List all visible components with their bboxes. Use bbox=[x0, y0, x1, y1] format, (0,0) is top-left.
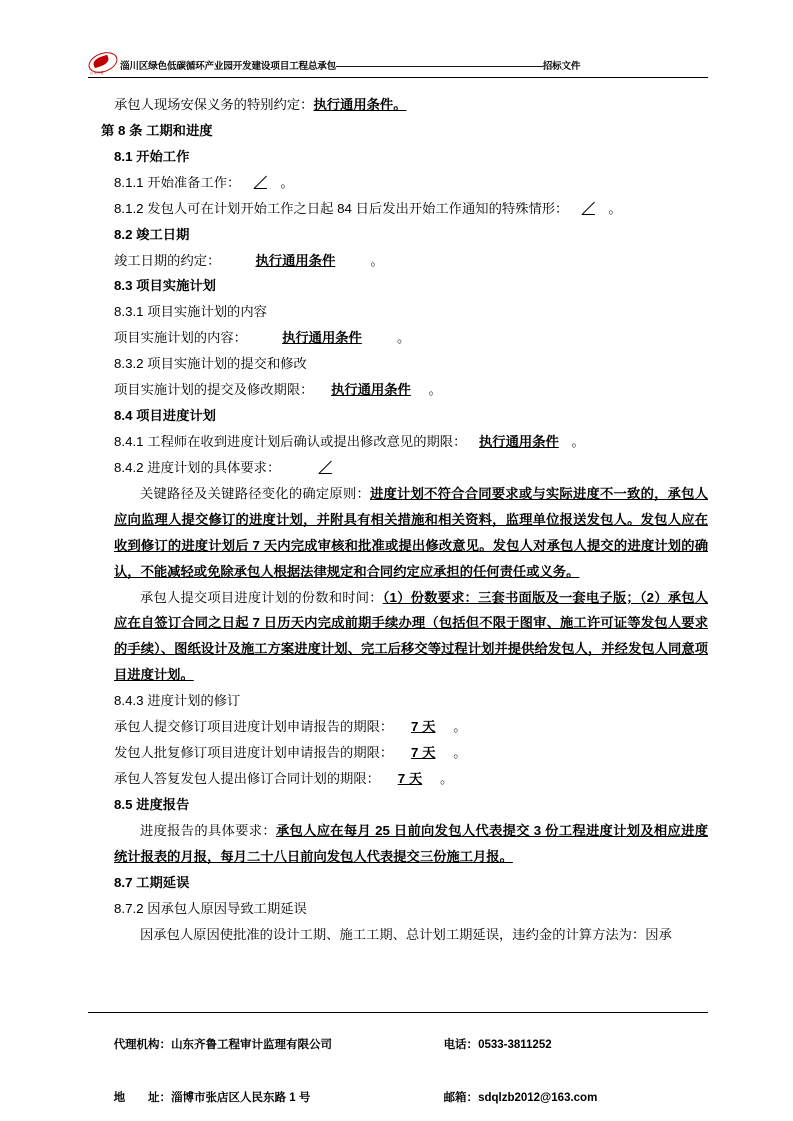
s832-value: 执行通用条件 bbox=[331, 382, 411, 398]
paragraph-8-4-2 bbox=[88, 455, 708, 481]
submission-copies-value: （1）份数要求：三套书面版及一套电子版；（2）承包人应在自签订合同之日起 7 日历天内完成前期手续办理（包括但不限于图审、施工许可证等发包人要求的手续）、图纸设计及施工方案进度计划、完工后移交等过程计划并提供给发包人，并经发包人同意项目进度计划。 bbox=[114, 589, 709, 683]
paragraph-8-4-3-line-2 bbox=[88, 740, 708, 766]
heading-8-7: 8.7 工期延误 bbox=[114, 874, 190, 890]
paragraph-8-4-1 bbox=[88, 429, 708, 455]
security-obligation-label: 承包人现场安保义务的特别约定： bbox=[114, 97, 314, 112]
critical-path-value: 进度计划不符合合同要求或与实际进度不一致的，承包人应向监理人提交修订的进度计划，并附具有相关措施和相关资料，监理单位报送发包人。发包人应在收到修订的进度计划后 7 天内完成审核和批准或提出修改意见。发包人对承包人提交的进度计划的确认，不能减轻或免除承包人根据法律规定和合同约定应承担的任何责任或义务。 bbox=[114, 485, 709, 579]
paragraph-8-1-2 bbox=[88, 196, 708, 222]
s842-value: ／ bbox=[318, 459, 332, 475]
s843-l1-label: 承包人提交修订项目进度计划申请报告的期限： bbox=[114, 719, 394, 735]
header-title: 淄川区绿色低碳循环产业园开发建设项目工程总承包——————————————————————招标文件 bbox=[120, 61, 581, 72]
heading-8-5: 8.5 进度报告 bbox=[114, 796, 190, 812]
s812-post: 。 bbox=[608, 200, 622, 216]
paragraph-8-1-1 bbox=[88, 170, 708, 196]
paragraph-progress-report bbox=[88, 818, 708, 870]
paragraph-8-4-3-line-3 bbox=[88, 766, 708, 792]
footer-row-address bbox=[88, 1072, 708, 1121]
s843-l3-post: 。 bbox=[439, 770, 454, 786]
heading-8-3: 8.3 项目实施计划 bbox=[114, 278, 216, 294]
footer-agency bbox=[88, 1019, 418, 1072]
s831-post: 。 bbox=[396, 330, 411, 346]
footer-phone-value: 0533-3811252 bbox=[478, 1038, 552, 1051]
progress-report-label: 进度报告的具体要求： bbox=[140, 822, 276, 838]
s82-label: 竣工日期的约定： bbox=[114, 252, 221, 268]
paragraph-8-7-2-line: 因承包人原因使批准的设计工期、施工工期、总计划工期延误，违约金的计算方法为：因承 bbox=[140, 926, 672, 942]
heading-8-4: 8.4 项目进度计划 bbox=[114, 408, 216, 424]
s841-post: 。 bbox=[571, 433, 585, 449]
s843-l1-value: 7 天 bbox=[411, 719, 436, 735]
company-logo-icon bbox=[88, 51, 116, 73]
submission-copies-label: 承包人提交项目进度计划的份数和时间： bbox=[140, 589, 383, 605]
critical-path-label: 关键路径及关键路径变化的确定原则： bbox=[140, 485, 370, 501]
paragraph-security-obligation bbox=[88, 92, 708, 118]
document-body bbox=[88, 78, 708, 947]
paragraph-8-3-2-line bbox=[88, 377, 708, 403]
s843-l3-label: 承包人答复发包人提出修订合同计划的期限： bbox=[114, 770, 380, 786]
s841-value: 执行通用条件 bbox=[479, 433, 559, 449]
footer-phone bbox=[418, 1019, 708, 1072]
s832-label: 项目实施计划的提交及修改期限： bbox=[114, 382, 314, 398]
s843-l2-label: 发包人批复修订项目进度计划申请报告的期限： bbox=[114, 745, 394, 761]
heading-8-1: 8.1 开始工作 bbox=[114, 148, 190, 164]
paragraph-critical-path bbox=[88, 481, 708, 585]
paragraph-submission-copies bbox=[88, 585, 708, 689]
progress-report-value: 承包人应在每月 25 日前向发包人代表提交 3 份工程进度计划及相应进度统计报表的月报，每月二十八日前向发包人代表提交三份施工月报。 bbox=[114, 822, 708, 864]
footer-agency-label: 代理机构： bbox=[113, 1038, 172, 1051]
footer-agency-value: 山东齐鲁工程审计监理有限公司 bbox=[171, 1038, 333, 1051]
logo-text: 山东齐鲁 bbox=[90, 71, 104, 75]
s841-label: 8.4.1 工程师在收到进度计划后确认或提出修改意见的期限： bbox=[114, 433, 467, 449]
heading-clause-8: 第 8 条 工期和进度 bbox=[101, 122, 213, 138]
s812-value: ／ bbox=[581, 200, 595, 216]
footer-email bbox=[418, 1072, 708, 1121]
s843-l1-post: 。 bbox=[453, 719, 467, 735]
page-header bbox=[88, 44, 708, 78]
s812-label: 8.1.2 发包人可在计划开始工作之日起 84 日后发出开始工作通知的特殊情形： bbox=[114, 200, 569, 216]
s843-l3-value: 7 天 bbox=[397, 770, 423, 786]
heading-8-3-2: 8.3.2 项目实施计划的提交和修改 bbox=[114, 356, 307, 372]
footer-email-label: 邮箱： bbox=[443, 1092, 479, 1105]
s811-label: 8.1.1 开始准备工作： bbox=[114, 174, 241, 190]
footer-address-value: 淄博市张店区人民东路 1 号 bbox=[171, 1092, 311, 1105]
s831-label: 项目实施计划的内容： bbox=[114, 330, 247, 346]
page-footer bbox=[88, 1012, 708, 1121]
paragraph-8-4-3-line-1 bbox=[88, 714, 708, 740]
security-obligation-value: 执行通用条件。 bbox=[313, 97, 407, 112]
footer-row-agency bbox=[88, 1019, 708, 1072]
s843-l2-value: 7 天 bbox=[411, 745, 436, 761]
s811-post: 。 bbox=[280, 174, 294, 190]
s832-post: 。 bbox=[428, 382, 442, 398]
s811-value: ／ bbox=[253, 174, 267, 190]
page-content bbox=[88, 44, 708, 947]
heading-8-3-1: 8.3.1 项目实施计划的内容 bbox=[114, 304, 267, 320]
paragraph-8-3-1-line bbox=[88, 325, 708, 351]
footer-address bbox=[88, 1072, 418, 1121]
heading-8-4-3: 8.4.3 进度计划的修订 bbox=[114, 693, 241, 709]
heading-8-7-2: 8.7.2 因承包人原因导致工期延误 bbox=[114, 900, 307, 916]
s843-l2-post: 。 bbox=[453, 745, 467, 761]
header-rule bbox=[638, 73, 708, 74]
s82-post: 。 bbox=[370, 252, 384, 268]
footer-phone-label: 电话： bbox=[443, 1038, 479, 1051]
s842-label: 8.4.2 进度计划的具体要求： bbox=[114, 459, 281, 475]
paragraph-8-2-line bbox=[88, 248, 708, 274]
footer-address-label: 地 址： bbox=[113, 1092, 172, 1105]
heading-8-2: 8.2 竣工日期 bbox=[114, 226, 190, 242]
s831-value: 执行通用条件 bbox=[282, 330, 362, 346]
s82-value: 执行通用条件 bbox=[255, 252, 336, 268]
footer-email-value: sdqlzb2012@163.com bbox=[478, 1092, 598, 1105]
